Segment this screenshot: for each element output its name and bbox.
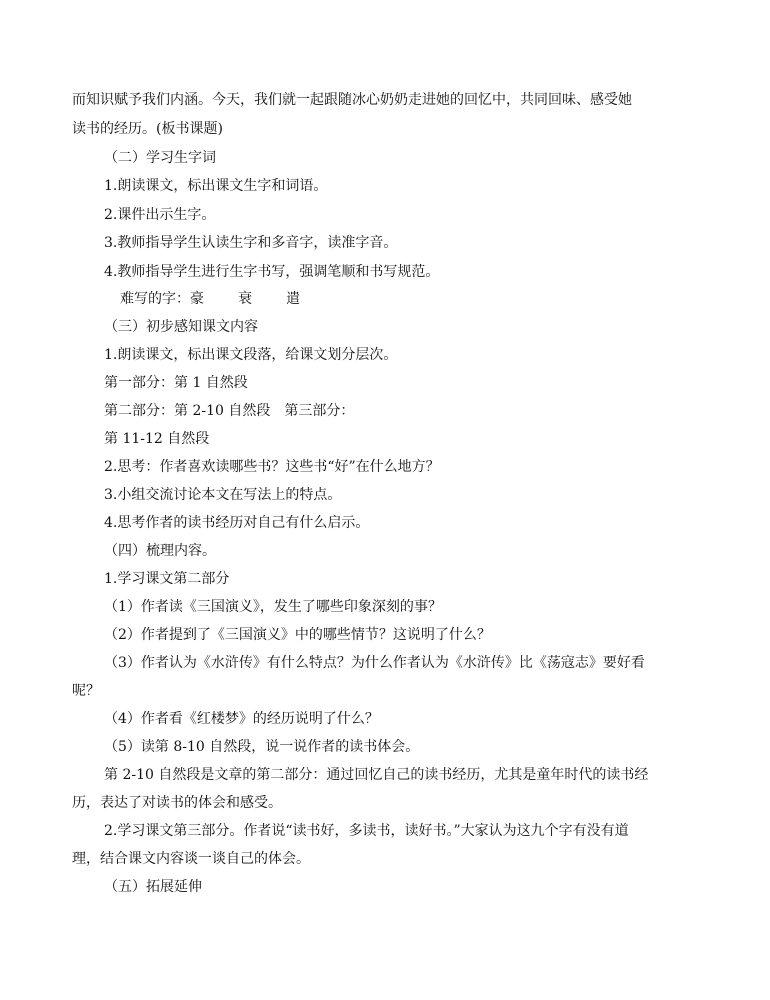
list-item: 2.学习课文第三部分。作者说“读书好，多读书，读好书。”大家认为这九个字有没有道: [104, 823, 629, 839]
list-item: 4.思考作者的读书经历对自己有什么启示。: [104, 515, 370, 531]
paragraph-line: 第二部分：第 2-10 自然段 第三部分：: [104, 403, 355, 419]
list-item: （2）作者提到了《三国演义》中的哪些情节？这说明了什么？: [104, 627, 491, 643]
section-heading: （四）梳理内容。: [104, 543, 216, 559]
section-heading: （三）初步感知课文内容: [104, 319, 258, 335]
list-item: 3.教师指导学生认读生字和多音字，读准字音。: [104, 235, 398, 251]
list-item: （1）作者读《三国演义》，发生了哪些印象深刻的事？: [104, 599, 442, 615]
paragraph-line: 第 2-10 自然段是文章的第二部分：通过回忆自己的读书经历，尤其是童年时代的读书经: [104, 767, 649, 783]
hard-character: 衰: [238, 291, 252, 307]
list-item: 1.朗读课文，标出课文段落，给课文划分层次。: [104, 347, 398, 363]
list-item: （3）作者认为《水浒传》有什么特点？为什么作者认为《水浒传》比《荡寇志》要好看: [104, 655, 645, 671]
paragraph-line: 而知识赋予我们内涵。今天，我们就一起跟随冰心奶奶走进她的回忆中，共同回味、感受她: [72, 92, 632, 108]
list-item: 4.教师指导学生进行生字书写，强调笔顺和书写规范。: [104, 264, 440, 280]
list-item: 1.朗读课文，标出课文生字和词语。: [104, 178, 328, 194]
paragraph-line: 理，结合课文内容谈一谈自己的体会。: [72, 851, 310, 867]
section-heading: （二）学习生字词: [104, 150, 216, 166]
hard-characters-line: [120, 288, 712, 310]
list-item: 2.思考：作者喜欢读哪些书？这些书“好”在什么地方？: [104, 459, 440, 475]
paragraph-line: 读书的经历。(板书课题): [72, 121, 223, 137]
list-item: 2.课件出示生字。: [104, 207, 216, 223]
hard-characters-label: 难写的字：: [120, 291, 190, 307]
paragraph-line: 呢？: [72, 683, 100, 699]
list-item: 1.学习课文第二部分: [104, 571, 230, 587]
list-item: （4）作者看《红楼梦》的经历说明了什么？: [104, 711, 379, 727]
paragraph-line: 历，表达了对读书的体会和感受。: [72, 795, 282, 811]
hard-character: 豪: [190, 291, 204, 307]
hard-character: 遣: [286, 291, 300, 307]
paragraph-line: 第 11-12 自然段: [104, 431, 210, 447]
paragraph-line: 第一部分：第 1 自然段: [104, 375, 248, 391]
list-item: （5）读第 8-10 自然段，说一说作者的读书体会。: [104, 739, 420, 755]
list-item: 3.小组交流讨论本文在写法上的特点。: [104, 487, 342, 503]
section-heading: （五）拓展延伸: [104, 879, 202, 895]
